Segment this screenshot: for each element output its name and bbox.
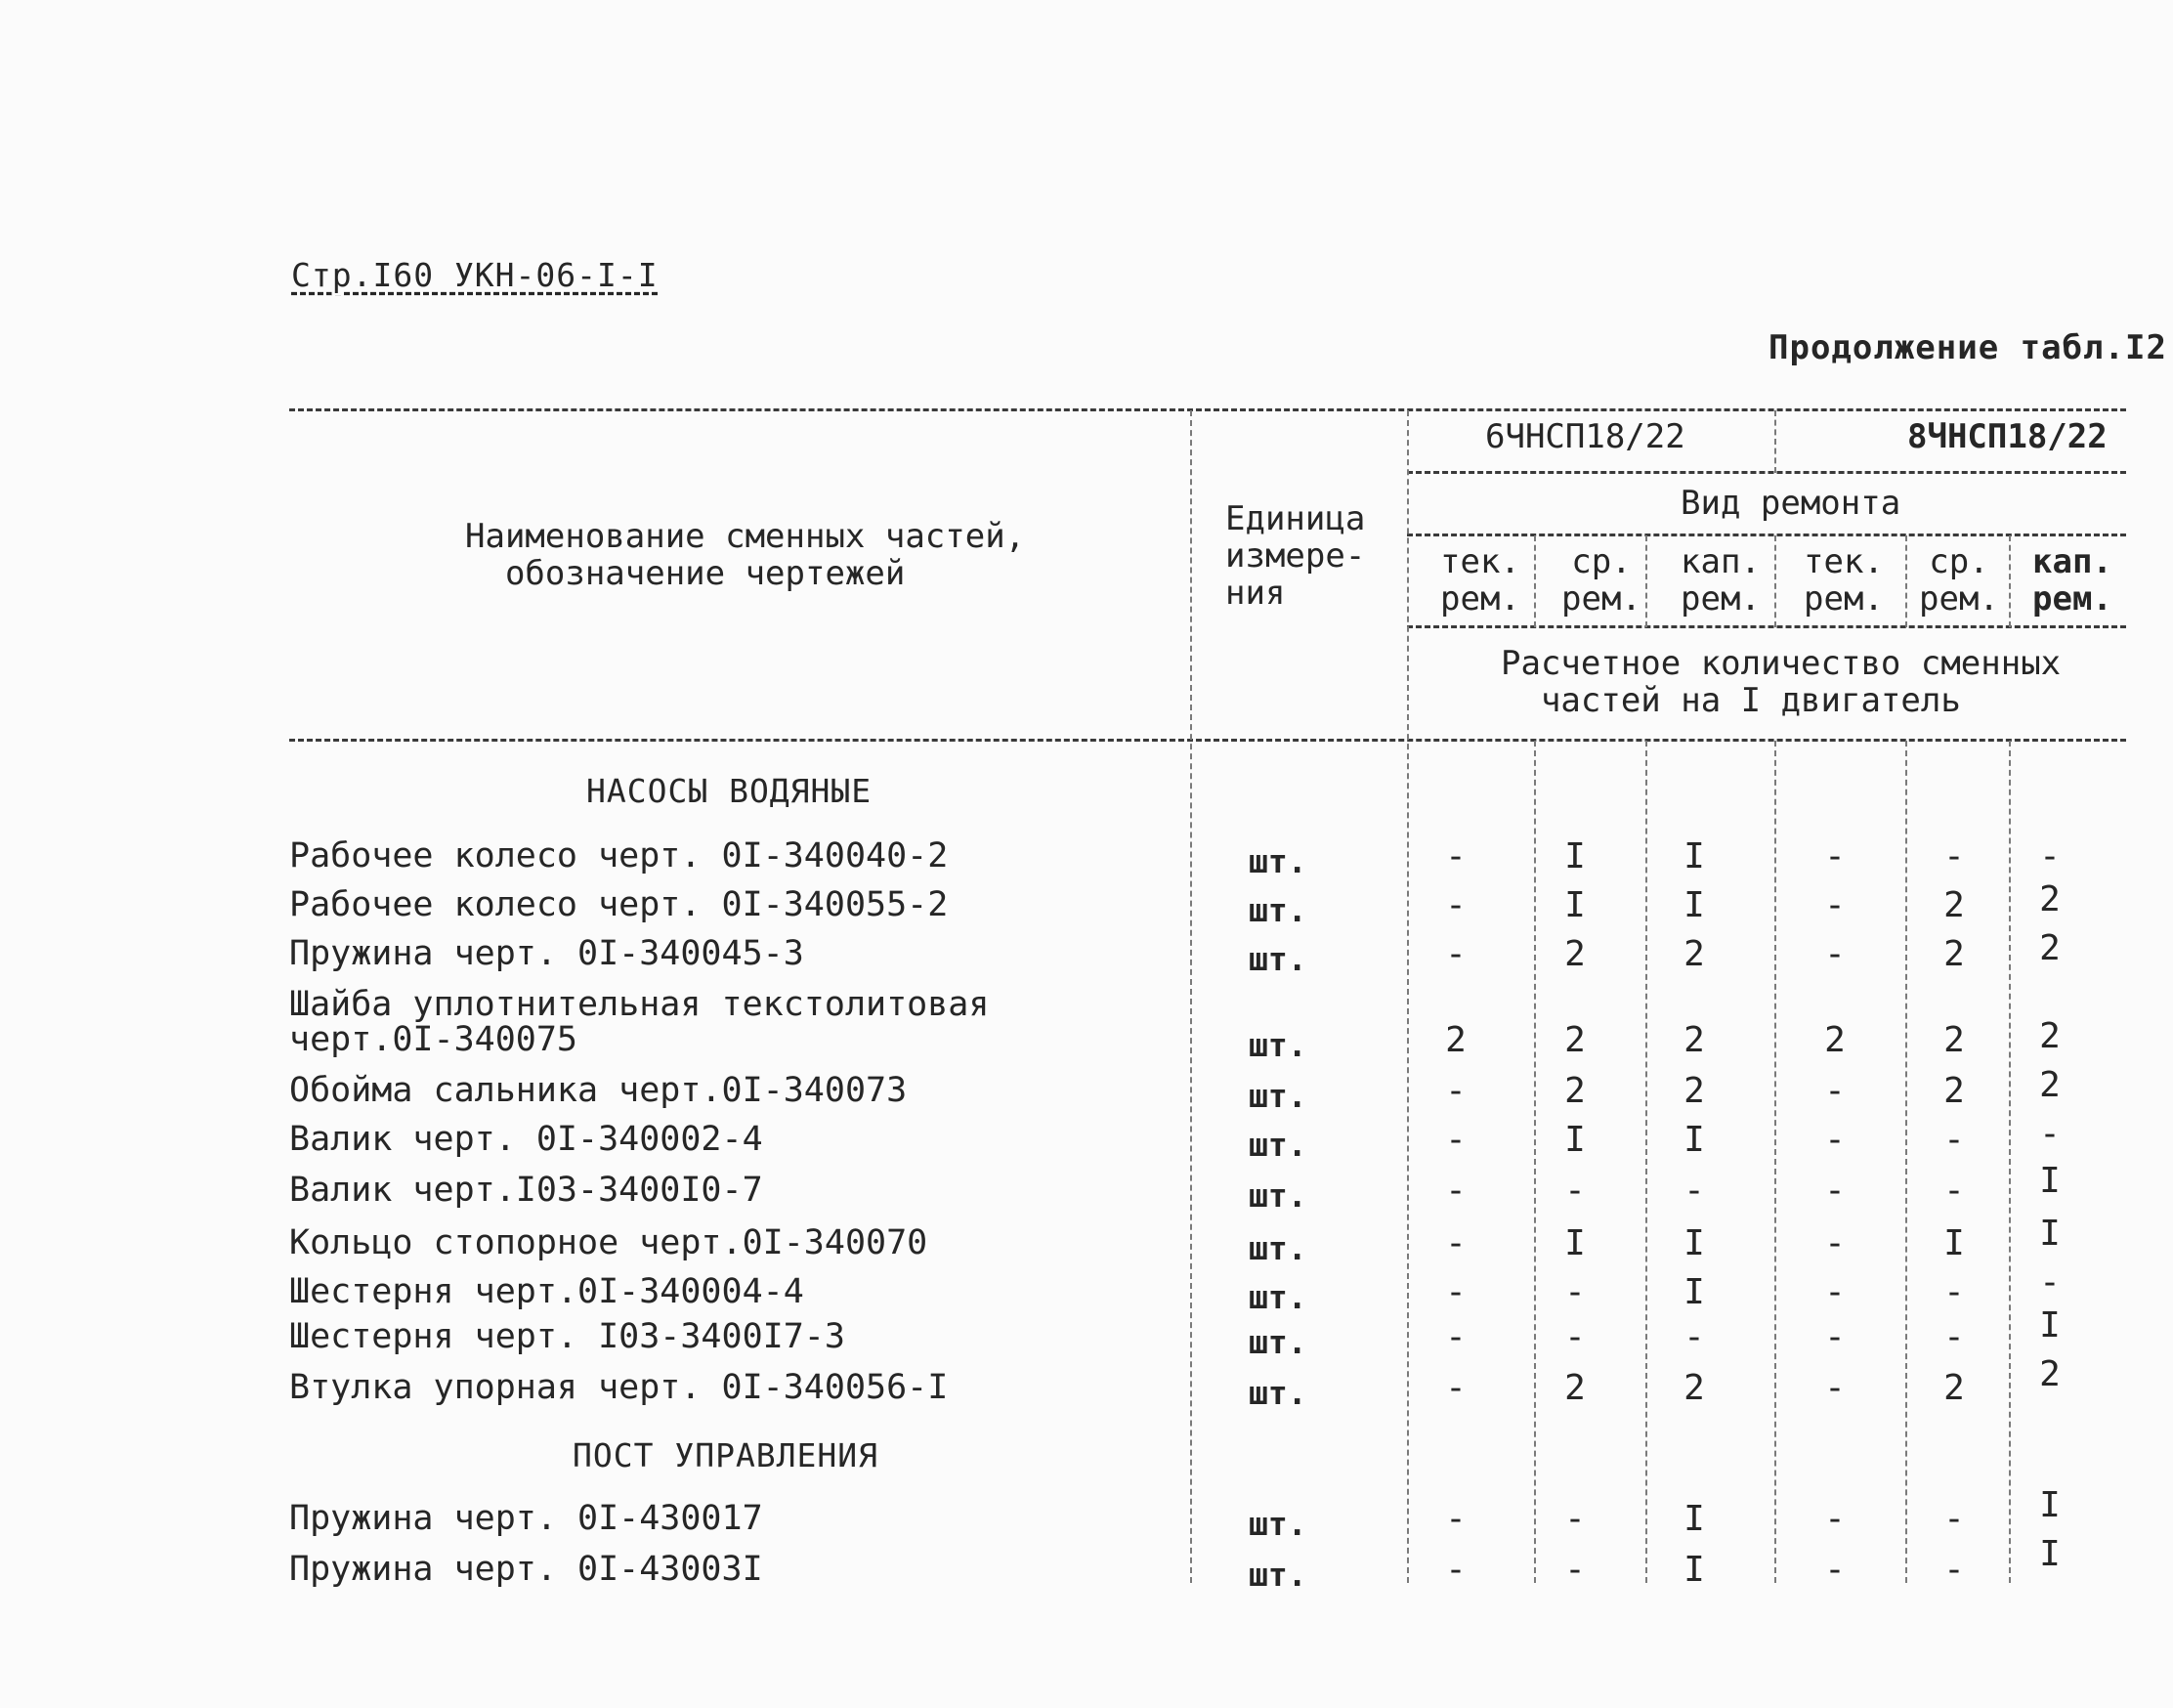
value-cell: - bbox=[2039, 1262, 2061, 1302]
part-name: Шайба уплотнительная текстолитовая черт.0I-340075 bbox=[289, 985, 990, 1059]
part-name: Кольцо стопорное черт.0I-340070 bbox=[289, 1223, 928, 1262]
part-name: Рабочее колесо черт. 0I-340055-2 bbox=[289, 885, 949, 924]
value-cell: - bbox=[1943, 836, 1965, 876]
value-cell: I bbox=[1564, 836, 1586, 876]
value-cell: I bbox=[1683, 1550, 1705, 1590]
value-cell: - bbox=[1683, 1317, 1705, 1357]
value-cell: I bbox=[1683, 1499, 1705, 1539]
value-cell: - bbox=[1943, 1272, 1965, 1312]
value-cell: 2 bbox=[1943, 1071, 1965, 1111]
part-name: Пружина черт. 0I-340045-3 bbox=[289, 934, 804, 973]
value-cell: - bbox=[1445, 1550, 1467, 1590]
part-name: Пружина черт. 0I-430017 bbox=[289, 1499, 763, 1538]
header-col-1: тек. рем. bbox=[1440, 542, 1520, 619]
value-cell: 2 bbox=[1683, 1071, 1705, 1111]
header-calculated-quantity: Расчетное количество сменных частей на I двигатель bbox=[1501, 644, 2062, 720]
divider-body-3 bbox=[1774, 741, 1776, 1583]
divider-body-2 bbox=[1645, 741, 1647, 1583]
unit-cell: шт. bbox=[1249, 1505, 1307, 1543]
value-cell: - bbox=[1445, 1499, 1467, 1539]
value-cell: - bbox=[1445, 1071, 1467, 1111]
unit-cell: шт. bbox=[1249, 1026, 1307, 1064]
unit-cell: шт. bbox=[1249, 1176, 1307, 1215]
header-col-3: кап. рем. bbox=[1681, 542, 1761, 619]
value-cell: - bbox=[1564, 1171, 1586, 1211]
value-cell: I bbox=[1564, 885, 1586, 925]
header-unit-column: Единица измере- ния bbox=[1225, 499, 1366, 613]
value-cell: - bbox=[1824, 1272, 1846, 1312]
unit-cell: шт. bbox=[1249, 1077, 1307, 1115]
value-cell: 2 bbox=[1683, 934, 1705, 974]
divider-col-3 bbox=[1774, 535, 1776, 627]
value-cell: 2 bbox=[1943, 1020, 1965, 1060]
value-cell: 2 bbox=[1564, 1071, 1586, 1111]
value-cell: 2 bbox=[1943, 1368, 1965, 1408]
part-name: Валик черт.I03-3400I0-7 bbox=[289, 1171, 763, 1210]
value-cell: - bbox=[2039, 1114, 2061, 1154]
value-cell: 2 bbox=[1564, 1020, 1586, 1060]
value-cell: 2 bbox=[2039, 1354, 2061, 1394]
value-cell: I bbox=[1683, 836, 1705, 876]
value-cell: 2 bbox=[2039, 928, 2061, 968]
value-cell: - bbox=[1445, 1120, 1467, 1160]
unit-cell: шт. bbox=[1249, 1374, 1307, 1412]
value-cell: - bbox=[1564, 1272, 1586, 1312]
value-cell: - bbox=[1824, 836, 1846, 876]
unit-cell: шт. bbox=[1249, 842, 1307, 880]
section-title: ПОСТ УПРАВЛЕНИЯ bbox=[573, 1436, 879, 1474]
header-name-column: Наименование сменных частей, обозначение чертежей bbox=[465, 517, 1026, 593]
value-cell: 2 bbox=[2039, 1065, 2061, 1105]
value-cell: - bbox=[1445, 1171, 1467, 1211]
unit-cell: шт. bbox=[1249, 1556, 1307, 1594]
value-cell: - bbox=[1564, 1317, 1586, 1357]
value-cell: I bbox=[2039, 1485, 2061, 1525]
repair-type-rule bbox=[1407, 534, 2126, 536]
header-col-2: ср. рем. bbox=[1561, 542, 1641, 619]
value-cell: 2 bbox=[1943, 934, 1965, 974]
value-cell: 2 bbox=[1824, 1020, 1846, 1060]
part-name: Валик черт. 0I-340002-4 bbox=[289, 1120, 763, 1159]
part-name: Втулка упорная черт. 0I-340056-I bbox=[289, 1368, 949, 1407]
header-repair-type: Вид ремонта bbox=[1681, 484, 1901, 523]
value-cell: I bbox=[2039, 1161, 2061, 1201]
unit-cell: шт. bbox=[1249, 1229, 1307, 1267]
value-cell: - bbox=[1824, 1499, 1846, 1539]
value-cell: - bbox=[1824, 1223, 1846, 1263]
divider-models bbox=[1774, 410, 1776, 473]
divider-col-5 bbox=[2009, 535, 2011, 627]
value-cell: - bbox=[1683, 1171, 1705, 1211]
divider-col-1 bbox=[1534, 535, 1536, 627]
value-cell: 2 bbox=[1564, 934, 1586, 974]
value-cell: - bbox=[1824, 1368, 1846, 1408]
value-cell: - bbox=[1943, 1120, 1965, 1160]
unit-cell: шт. bbox=[1249, 940, 1307, 978]
cols-rule bbox=[1407, 625, 2126, 628]
value-cell: - bbox=[1943, 1317, 1965, 1357]
divider-col-4 bbox=[1905, 535, 1907, 627]
divider-unit-values bbox=[1407, 410, 1409, 1583]
value-cell: - bbox=[1824, 1171, 1846, 1211]
unit-cell: шт. bbox=[1249, 1323, 1307, 1361]
value-cell: I bbox=[1943, 1223, 1965, 1263]
value-cell: I bbox=[1683, 1120, 1705, 1160]
divider-col-2 bbox=[1645, 535, 1647, 627]
value-cell: - bbox=[1824, 1550, 1846, 1590]
page-reference: Стр.I60 УКН-06-I-I bbox=[291, 256, 659, 294]
value-cell: - bbox=[2039, 836, 2061, 876]
value-cell: - bbox=[1445, 934, 1467, 974]
value-cell: 2 bbox=[2039, 1016, 2061, 1056]
part-name: Шестерня черт. I03-3400I7-3 bbox=[289, 1317, 845, 1356]
value-cell: - bbox=[1445, 1368, 1467, 1408]
value-cell: - bbox=[1824, 1120, 1846, 1160]
value-cell: - bbox=[1445, 1272, 1467, 1312]
header-model-b: 8ЧНСП18/22 bbox=[1907, 417, 2108, 456]
value-cell: I bbox=[1564, 1223, 1586, 1263]
divider-body-1 bbox=[1534, 741, 1536, 1583]
unit-cell: шт. bbox=[1249, 1278, 1307, 1316]
model-rule bbox=[1407, 471, 2126, 474]
value-cell: I bbox=[1564, 1120, 1586, 1160]
divider-name-unit bbox=[1190, 410, 1192, 1583]
value-cell: I bbox=[1683, 1223, 1705, 1263]
part-name: Рабочее колесо черт. 0I-340040-2 bbox=[289, 836, 949, 875]
value-cell: I bbox=[1683, 885, 1705, 925]
value-cell: - bbox=[1445, 1317, 1467, 1357]
divider-body-4 bbox=[1905, 741, 1907, 1583]
header-bottom-rule bbox=[289, 739, 2126, 742]
header-col-5: ср. рем. bbox=[1919, 542, 1999, 619]
value-cell: 2 bbox=[2039, 879, 2061, 919]
value-cell: 2 bbox=[1564, 1368, 1586, 1408]
value-cell: - bbox=[1445, 836, 1467, 876]
value-cell: - bbox=[1445, 1223, 1467, 1263]
unit-cell: шт. bbox=[1249, 891, 1307, 929]
unit-cell: шт. bbox=[1249, 1126, 1307, 1164]
header-col-6: кап. рем. bbox=[2032, 542, 2112, 619]
part-name: Шестерня черт.0I-340004-4 bbox=[289, 1272, 804, 1311]
header-model-a: 6ЧНСП18/22 bbox=[1485, 417, 1685, 456]
table-top-rule bbox=[289, 408, 2126, 411]
section-title: НАСОСЫ ВОДЯНЫЕ bbox=[586, 772, 873, 810]
value-cell: I bbox=[2039, 1305, 2061, 1345]
value-cell: 2 bbox=[1683, 1368, 1705, 1408]
value-cell: - bbox=[1824, 934, 1846, 974]
value-cell: I bbox=[2039, 1214, 2061, 1254]
value-cell: - bbox=[1564, 1550, 1586, 1590]
value-cell: - bbox=[1564, 1499, 1586, 1539]
value-cell: - bbox=[1943, 1499, 1965, 1539]
header-col-4: тек. рем. bbox=[1804, 542, 1884, 619]
divider-body-5 bbox=[2009, 741, 2011, 1583]
value-cell: 2 bbox=[1683, 1020, 1705, 1060]
part-name: Обойма сальника черт.0I-340073 bbox=[289, 1071, 908, 1110]
table-continuation-label: Продолжение табл.I2 bbox=[1768, 328, 2167, 367]
value-cell: 2 bbox=[1445, 1020, 1467, 1060]
value-cell: - bbox=[1824, 885, 1846, 925]
value-cell: I bbox=[2039, 1534, 2061, 1574]
value-cell: - bbox=[1943, 1171, 1965, 1211]
part-name: Пружина черт. 0I-43003I bbox=[289, 1550, 763, 1589]
value-cell: - bbox=[1824, 1317, 1846, 1357]
value-cell: - bbox=[1943, 1550, 1965, 1590]
value-cell: - bbox=[1445, 885, 1467, 925]
value-cell: I bbox=[1683, 1272, 1705, 1312]
value-cell: - bbox=[1824, 1071, 1846, 1111]
value-cell: 2 bbox=[1943, 885, 1965, 925]
